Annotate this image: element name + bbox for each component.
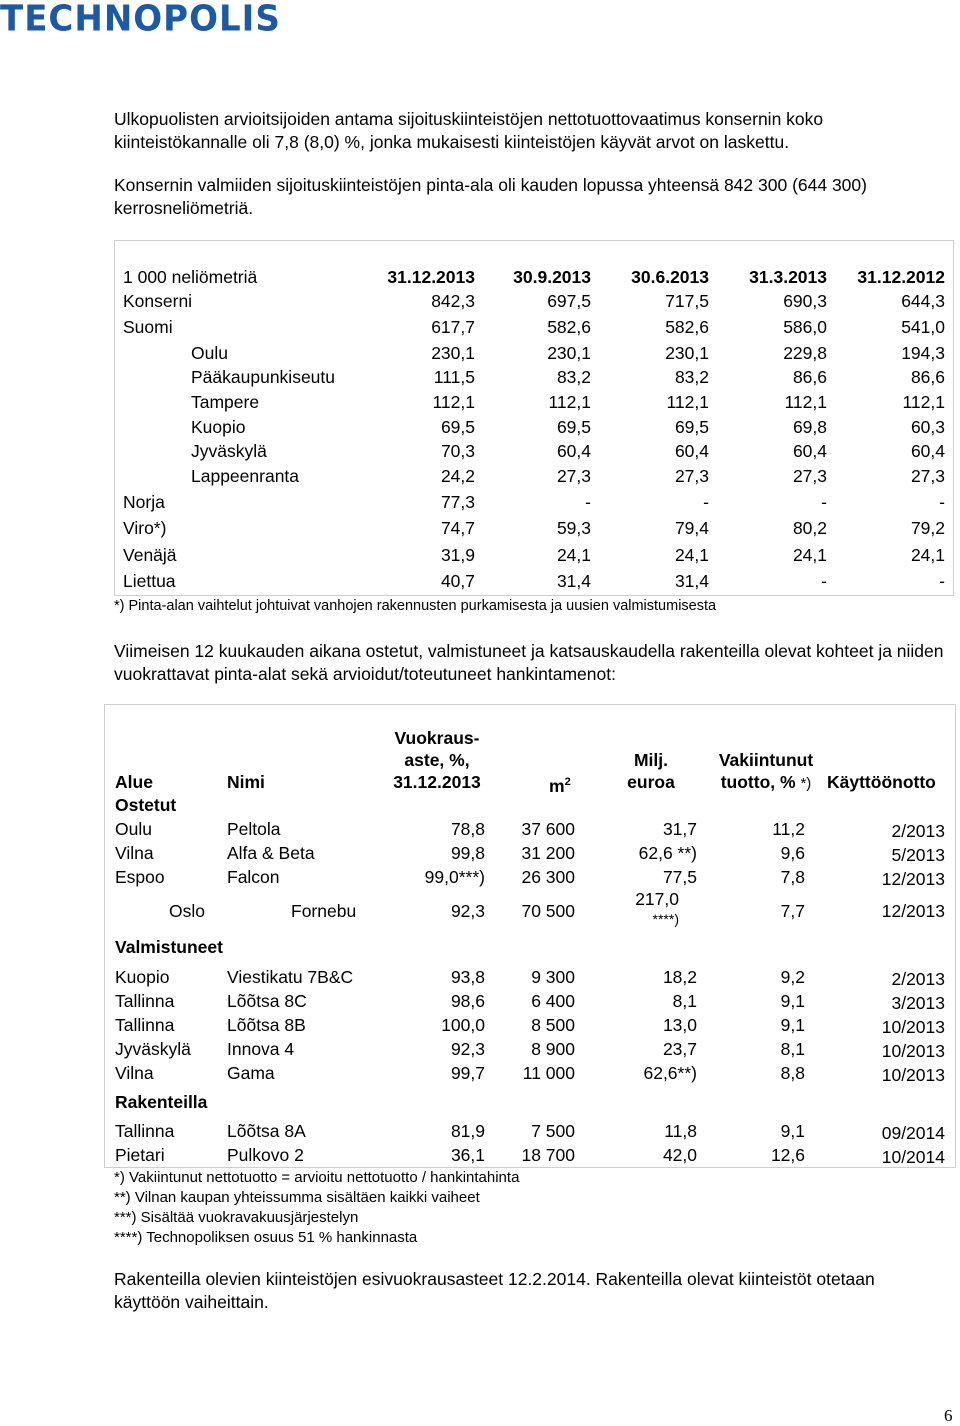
cell-tuotto: 7,8 (780, 867, 805, 887)
cell-value: - (939, 492, 945, 512)
cell-vuokraus: 98,6 (450, 991, 485, 1011)
section-title: Ostetut (115, 795, 177, 815)
area-table-row (115, 367, 955, 392)
cell-value: 112,1 (432, 392, 475, 412)
cell-kaytto: 3/2013 (891, 993, 945, 1013)
cell-vuokraus: 93,8 (450, 967, 485, 987)
cell-value: 541,0 (901, 317, 945, 337)
cell-value: 74,7 (440, 518, 475, 538)
cell-value: 24,2 (440, 466, 475, 486)
col-header-tuotto (711, 749, 821, 795)
cell-value: 27,3 (792, 466, 827, 486)
area-table-row (115, 343, 955, 368)
property-footnote: ****) Technopoliksen osuus 51 % hankinnasta (114, 1229, 418, 1246)
property-row (105, 1063, 957, 1087)
cell-value: 112,1 (784, 392, 827, 412)
cell-m2: 6 400 (531, 991, 575, 1011)
cell-milj: 77,5 (662, 867, 697, 887)
cell-nimi: Fornebu (291, 901, 357, 921)
header-note: *) (800, 775, 812, 792)
area-table-row (115, 492, 955, 517)
cell-tuotto: 11,2 (772, 819, 805, 839)
cell-value: 79,4 (674, 518, 709, 538)
cell-tuotto: 12,6 (770, 1145, 805, 1165)
cell-value: 86,6 (792, 367, 827, 387)
cell-value: 69,8 (792, 417, 827, 437)
property-row (105, 1039, 957, 1063)
area-table (114, 240, 954, 596)
cell-kaytto: 12/2013 (881, 869, 945, 889)
cell-nimi: Gama (227, 1063, 275, 1083)
cell-milj: 23,7 (662, 1039, 697, 1059)
cell-kaytto: 10/2014 (881, 1147, 945, 1167)
cell-kaytto: 10/2013 (881, 1017, 945, 1037)
header-line: Milj. (633, 750, 669, 770)
cell-alue: Vilna (115, 843, 154, 863)
cell-value: 31,9 (440, 545, 475, 565)
cell-value: 111,5 (433, 367, 475, 387)
cell-nimi: Falcon (227, 867, 280, 887)
cell-kaytto: 10/2013 (881, 1041, 945, 1061)
area-table-row (115, 545, 955, 570)
col-header: 31.12.2013 (387, 267, 475, 287)
header-sup: 2 (564, 776, 571, 788)
row-label: Norja (123, 492, 165, 512)
cell-value: 60,4 (556, 441, 591, 461)
row-label: Viro*) (123, 518, 167, 538)
cell-m2: 18 700 (521, 1145, 575, 1165)
cell-kaytto: 2/2013 (891, 821, 945, 841)
property-row (105, 967, 957, 991)
property-row (105, 991, 957, 1015)
intro-paragraph-1: Ulkopuolisten arvioitsijoiden antama sijoituskiinteistöjen nettotuottovaatimus konsernin koko kiinteistökannalle oli 7,8 (8,0) %, jonka mukaisesti kiinteistöjen käyvät arvot on laskettu. (114, 109, 824, 152)
property-footnote: *) Vakiintunut nettotuotto = arvioitu nettotuotto / hankintahinta (114, 1169, 520, 1186)
cell-alue: Tallinna (115, 1121, 175, 1141)
cell-m2: 26 300 (521, 867, 575, 887)
cell-value: 586,0 (783, 317, 827, 337)
row-label: Tampere (191, 392, 260, 412)
cell-value: 69,5 (556, 417, 591, 437)
cell-milj: 11,8 (664, 1121, 697, 1141)
col-header-nimi: Nimi (227, 772, 265, 792)
cell-nimi: Peltola (227, 819, 281, 839)
cell-value: 697,5 (547, 291, 591, 311)
cell-nimi: Lõõtsa 8A (227, 1121, 306, 1141)
col-header: 30.6.2013 (631, 267, 709, 287)
col-header: 31.3.2013 (749, 267, 827, 287)
cell-milj: 42,0 (662, 1145, 697, 1165)
cell-vuokraus: 100,0 (441, 1015, 485, 1035)
cell-value: 230,1 (665, 343, 709, 363)
col-header-vuokraus (385, 727, 489, 793)
property-row (105, 867, 957, 891)
cell-alue: Kuopio (115, 967, 170, 987)
cell-value: 230,1 (431, 343, 475, 363)
property-footnote: **) Vilnan kaupan yhteissumma sisältäen kaikki vaiheet (114, 1189, 480, 1206)
header-line: 31.12.2013 (393, 772, 481, 792)
cell-value: 27,3 (556, 466, 591, 486)
cell-vuokraus: 78,8 (450, 819, 485, 839)
cell-value: 582,6 (547, 317, 591, 337)
cell-milj: 18,2 (662, 967, 697, 987)
area-table-row (115, 466, 955, 491)
property-table (104, 704, 956, 1168)
cell-alue: Espoo (115, 867, 165, 887)
cell-tuotto: 8,1 (780, 1039, 805, 1059)
cell-value: - (585, 492, 591, 512)
cell-value: 79,2 (910, 518, 945, 538)
row-label: Jyväskylä (191, 441, 267, 461)
cell-value: 83,2 (556, 367, 591, 387)
cell-m2: 11 000 (522, 1063, 575, 1083)
closing-paragraph: Rakenteilla olevien kiinteistöjen esivuokrausasteet 12.2.2014. Rakenteilla olevat kiinteistöt otetaan käyttöön vaiheittain. (114, 1269, 875, 1312)
cell-alue: Oslo (169, 901, 205, 921)
row-label: Kuopio (191, 417, 246, 437)
area-table-row (115, 571, 955, 596)
company-logo: TECHNOPOLIS (0, 0, 281, 40)
cell-milj: 62,6 **) (638, 843, 697, 863)
cell-alue: Tallinna (115, 991, 175, 1011)
header-line: Vakiintunut (718, 750, 814, 770)
cell-value: 582,6 (665, 317, 709, 337)
cell-tuotto: 9,1 (780, 991, 805, 1011)
property-row (105, 1015, 957, 1039)
cell-nimi: Viestikatu 7B&C (227, 967, 354, 987)
cell-value: - (703, 492, 709, 512)
milj-note: ****) (652, 911, 679, 927)
col-header-milj (615, 749, 687, 793)
cell-value: 24,1 (674, 545, 709, 565)
middle-paragraph: Viimeisen 12 kuukauden aikana ostetut, valmistuneet ja katsauskaudella rakenteilla olevat kohteet ja niiden vuokrattavat pinta-alat sekä arvioidut/toteutuneet hankintamenot: (114, 641, 944, 684)
milj-line: 217,0 (635, 889, 679, 909)
area-table-row (115, 518, 955, 543)
col-header-kaytto: Käyttöönotto (827, 772, 936, 792)
area-table-footnote: *) Pinta-alan vaihtelut johtuivat vanhojen rakennusten purkamisesta ja uusien valmistumisesta (114, 598, 717, 614)
page-number: 6 (944, 1406, 953, 1425)
cell-nimi: Lõõtsa 8C (227, 991, 307, 1011)
intro-paragraph-2: Konsernin valmiiden sijoituskiinteistöjen pinta-ala oli kauden lopussa yhteensä 842 300 (644 300) kerrosneliömetriä. (114, 175, 867, 218)
cell-vuokraus: 99,8 (450, 843, 485, 863)
header-line: aste, %, (404, 750, 470, 770)
area-table-header (115, 267, 955, 292)
cell-alue: Pietari (115, 1145, 165, 1165)
cell-value: 24,1 (910, 545, 945, 565)
cell-value: - (821, 492, 827, 512)
col-header: 30.9.2013 (513, 267, 591, 287)
cell-value: 644,3 (901, 291, 945, 311)
cell-value: 69,5 (440, 417, 475, 437)
row-label: Suomi (123, 317, 173, 337)
cell-value: 229,8 (783, 343, 827, 363)
cell-value: 86,6 (910, 367, 945, 387)
cell-value: 60,4 (674, 441, 709, 461)
cell-value: 112,1 (548, 392, 591, 412)
cell-tuotto: 9,1 (780, 1015, 805, 1035)
cell-value: 194,3 (901, 343, 945, 363)
row-label: Liettua (123, 571, 176, 591)
cell-milj: 31,7 (662, 819, 697, 839)
cell-value: 70,3 (440, 441, 475, 461)
area-table-row (115, 317, 955, 342)
cell-vuokraus: 81,9 (450, 1121, 485, 1141)
cell-kaytto: 2/2013 (891, 969, 945, 989)
cell-nimi: Alfa & Beta (227, 843, 315, 863)
cell-value: 24,1 (792, 545, 827, 565)
area-table-row (115, 291, 955, 316)
cell-value: - (821, 571, 827, 591)
cell-vuokraus: 92,3 (450, 901, 485, 921)
cell-milj: 8,1 (672, 991, 697, 1011)
cell-value: 31,4 (556, 571, 591, 591)
cell-value: 60,4 (910, 441, 945, 461)
cell-value: 31,4 (674, 571, 709, 591)
cell-m2: 8 900 (531, 1039, 575, 1059)
cell-value: 24,1 (556, 545, 591, 565)
cell-m2: 70 500 (521, 901, 575, 921)
property-row (105, 1121, 957, 1145)
cell-value: 77,3 (440, 492, 475, 512)
property-row (105, 843, 957, 867)
cell-value: - (939, 571, 945, 591)
cell-value: 230,1 (547, 343, 591, 363)
cell-alue: Oulu (115, 819, 152, 839)
cell-tuotto: 7,7 (780, 901, 805, 921)
cell-value: 690,3 (783, 291, 827, 311)
cell-vuokraus: 36,1 (450, 1145, 485, 1165)
header-line (711, 771, 821, 795)
cell-vuokraus: 99,7 (450, 1063, 485, 1083)
cell-kaytto: 12/2013 (881, 901, 945, 921)
cell-value: 69,5 (674, 417, 709, 437)
cell-nimi: Innova 4 (227, 1039, 295, 1059)
section-title: Rakenteilla (115, 1092, 208, 1112)
row-label: Lappeenranta (191, 466, 300, 486)
cell-kaytto: 5/2013 (891, 845, 945, 865)
cell-tuotto: 9,1 (780, 1121, 805, 1141)
row-label: Konserni (123, 291, 193, 311)
cell-m2: 9 300 (531, 967, 575, 987)
col-header-alue: Alue (115, 772, 153, 792)
cell-value: 112,1 (902, 392, 945, 412)
cell-value: 59,3 (556, 518, 591, 538)
col-header-m2 (549, 771, 571, 797)
cell-value: 60,3 (910, 417, 945, 437)
cell-tuotto: 9,2 (780, 967, 805, 987)
header-line: Vuokraus- (394, 728, 480, 748)
property-row (105, 819, 957, 843)
cell-nimi: Pulkovo 2 (227, 1145, 304, 1165)
property-row (105, 1145, 957, 1169)
cell-nimi: Lõõtsa 8B (227, 1015, 306, 1035)
cell-value: 617,7 (431, 317, 475, 337)
property-footnote: ***) Sisältää vuokravakuusjärjestelyn (114, 1209, 359, 1226)
cell-value: 60,4 (792, 441, 827, 461)
cell-alue: Jyväskylä (115, 1039, 191, 1059)
cell-value: 842,3 (431, 291, 475, 311)
area-table-row (115, 392, 955, 417)
cell-vuokraus: 92,3 (450, 1039, 485, 1059)
area-table-row (115, 441, 955, 466)
cell-value: 717,5 (665, 291, 709, 311)
cell-kaytto: 10/2013 (881, 1065, 945, 1085)
cell-m2: 37 600 (521, 819, 575, 839)
unit-label: 1 000 neliömetriä (123, 267, 258, 287)
header-line: euroa (627, 772, 675, 792)
cell-value: 40,7 (440, 571, 475, 591)
property-row-oslo (105, 889, 957, 931)
cell-alue: Vilna (115, 1063, 154, 1083)
cell-value: 27,3 (674, 466, 709, 486)
cell-value: 83,2 (674, 367, 709, 387)
row-label: Oulu (191, 343, 228, 363)
header-text: tuotto, % (720, 772, 796, 792)
cell-alue: Tallinna (115, 1015, 175, 1035)
cell-m2: 8 500 (531, 1015, 575, 1035)
cell-value: 80,2 (792, 518, 827, 538)
cell-value: 27,3 (910, 466, 945, 486)
cell-vuokraus: 99,0***) (424, 867, 485, 887)
cell-milj: 62,6**) (643, 1063, 697, 1083)
section-title: Valmistuneet (115, 937, 223, 957)
cell-milj: 13,0 (662, 1015, 697, 1035)
cell-value: 112,1 (666, 392, 709, 412)
cell-m2: 31 200 (521, 843, 575, 863)
area-table-row (115, 417, 955, 442)
cell-kaytto: 09/2014 (881, 1123, 945, 1143)
cell-tuotto: 9,6 (780, 843, 805, 863)
row-label: Venäjä (123, 545, 177, 565)
header-m: m (549, 775, 565, 796)
cell-m2: 7 500 (531, 1121, 575, 1141)
cell-tuotto: 8,8 (780, 1063, 805, 1083)
col-header: 31.12.2012 (857, 267, 945, 287)
row-label: Pääkaupunkiseutu (191, 367, 335, 387)
cell-milj (597, 889, 679, 929)
